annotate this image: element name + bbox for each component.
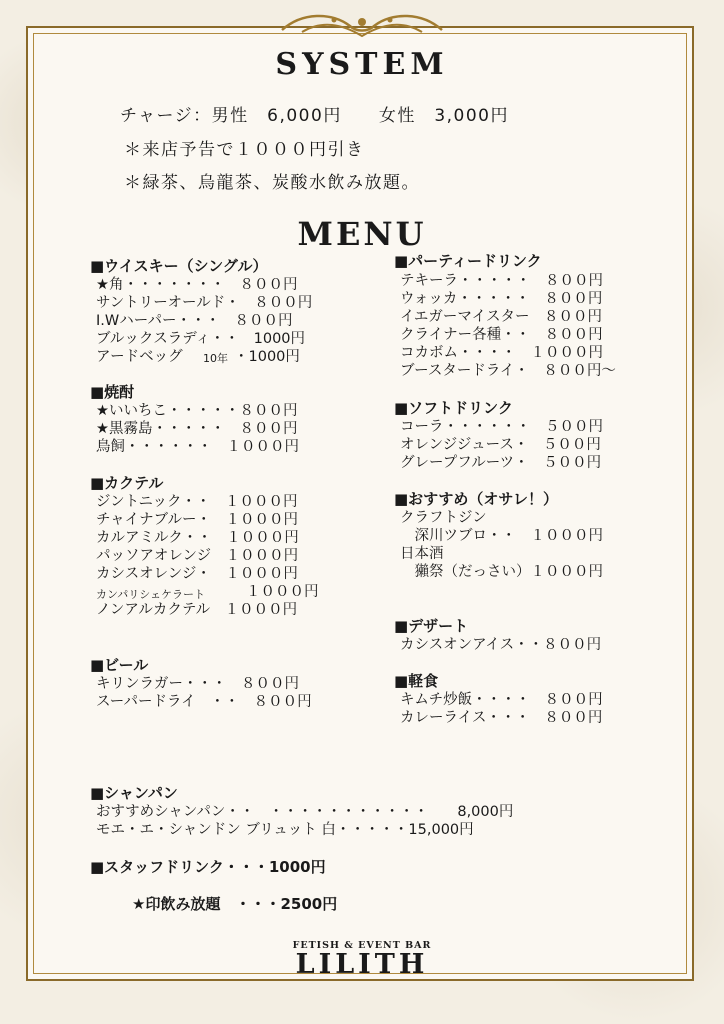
- shochu-header: ■焼酎: [90, 383, 135, 401]
- menu-item: おすすめシャンパン・・ ・・・・・・・・・・・ 8,000円: [96, 804, 514, 820]
- menu-item: アードベッグ: [96, 349, 183, 365]
- logo-subtitle: FETISH & EVENT BAR: [292, 940, 432, 951]
- menu-item: カシスオレンジ・ １０００円: [96, 566, 298, 582]
- free-drinks-note: ＊緑茶、烏龍茶、炭酸水飲み放題。: [124, 173, 420, 193]
- menu-item: カレーライス・・・ ８００円: [400, 710, 603, 726]
- menu-item: オレンジジュース・ ５００円: [400, 437, 601, 453]
- menu-item: イエガーマイスター ８００円: [400, 309, 602, 325]
- menu-item: サントリーオールド・ ８００円: [96, 295, 313, 311]
- menu-item: ノンアルカクテル １０００円: [96, 602, 298, 618]
- menu-item-name: カンパリシェケラート: [96, 588, 206, 601]
- menu-item: キムチ炒飯・・・・ ８００円: [400, 692, 603, 708]
- cocktail-header: ■カクテル: [90, 474, 164, 492]
- menu-item: I.Wハーパー・・・ ８００円: [96, 313, 293, 329]
- menu-item: カルアミルク・・ １０００円: [96, 530, 299, 546]
- menu-item: ★いいちこ・・・・・８００円: [96, 403, 298, 419]
- party-header: ■パーティードリンク: [394, 252, 542, 270]
- menu-item-price: １０００円: [246, 584, 319, 600]
- menu-item: モエ・エ・シャンドン ブリュット 白・・・・・15,000円: [96, 822, 474, 838]
- charge-line: チャージ：男性 6,000円 女性 3,000円: [120, 106, 509, 126]
- system-title: SYSTEM: [275, 47, 449, 82]
- menu-item: ブルックスラディ・・ 1000円: [96, 331, 306, 347]
- menu-item: チャイナブルー・ １０００円: [96, 512, 298, 528]
- menu-item: 深川ツブロ・・ １０００円: [400, 528, 603, 544]
- menu-item: 鳥飼・・・・・・ １０００円: [96, 439, 299, 455]
- menu-item: ブースタードライ・ ８００円～: [400, 363, 616, 379]
- logo-name: LILITH: [295, 949, 429, 980]
- menu-item: グレープフルーツ・ ５００円: [400, 455, 602, 471]
- free-flow-line: ★印飲み放題 ・・・2500円: [132, 895, 338, 913]
- champagne-header: ■シャンパン: [90, 784, 178, 802]
- menu-item: キリンラガー・・・ ８００円: [96, 676, 299, 692]
- menu-item: 日本酒: [400, 546, 444, 562]
- menu-item: ウォッカ・・・・・ ８００円: [400, 291, 603, 307]
- menu-item: ジントニック・・ １０００円: [96, 494, 298, 510]
- recommend-header: ■おすすめ（オサレ！）: [394, 490, 559, 508]
- menu-item: 獺祭（だっさい）１０００円: [400, 564, 603, 580]
- menu-item: クライナー各種・・ ８００円: [400, 327, 603, 343]
- menu-item: コーラ・・・・・・ ５００円: [400, 419, 603, 435]
- dessert-header: ■デザート: [394, 617, 469, 635]
- menu-item: テキーラ・・・・・ ８００円: [400, 273, 603, 289]
- menu-title: MENU: [297, 215, 427, 253]
- menu-item: カシスオンアイス・・８００円: [400, 637, 602, 653]
- whisky-header: ■ウイスキー（シングル）: [90, 257, 268, 275]
- staff-drink-header: ■スタッフドリンク・・・1000円: [90, 858, 326, 876]
- menu-item: ★角・・・・・・・ ８００円: [96, 277, 298, 293]
- ornament-flourish-icon: [272, 10, 452, 44]
- menu-item: パッソアオレンジ １０００円: [96, 548, 299, 564]
- menu-item: クラフトジン: [400, 510, 487, 526]
- discount-note: ＊来店予告で１０００円引き: [124, 140, 365, 160]
- soft-drink-header: ■ソフトドリンク: [394, 399, 513, 417]
- menu-item: スーパードライ ・・ ８００円: [96, 694, 312, 710]
- menu-item: コカボム・・・・ １０００円: [400, 345, 603, 361]
- menu-item-price: ・1000円: [234, 349, 300, 365]
- beer-header: ■ビール: [90, 656, 149, 674]
- food-header: ■軽食: [394, 672, 439, 690]
- menu-item-age: 10年: [203, 352, 228, 365]
- menu-item: ★黒霧島・・・・・ ８００円: [96, 421, 298, 437]
